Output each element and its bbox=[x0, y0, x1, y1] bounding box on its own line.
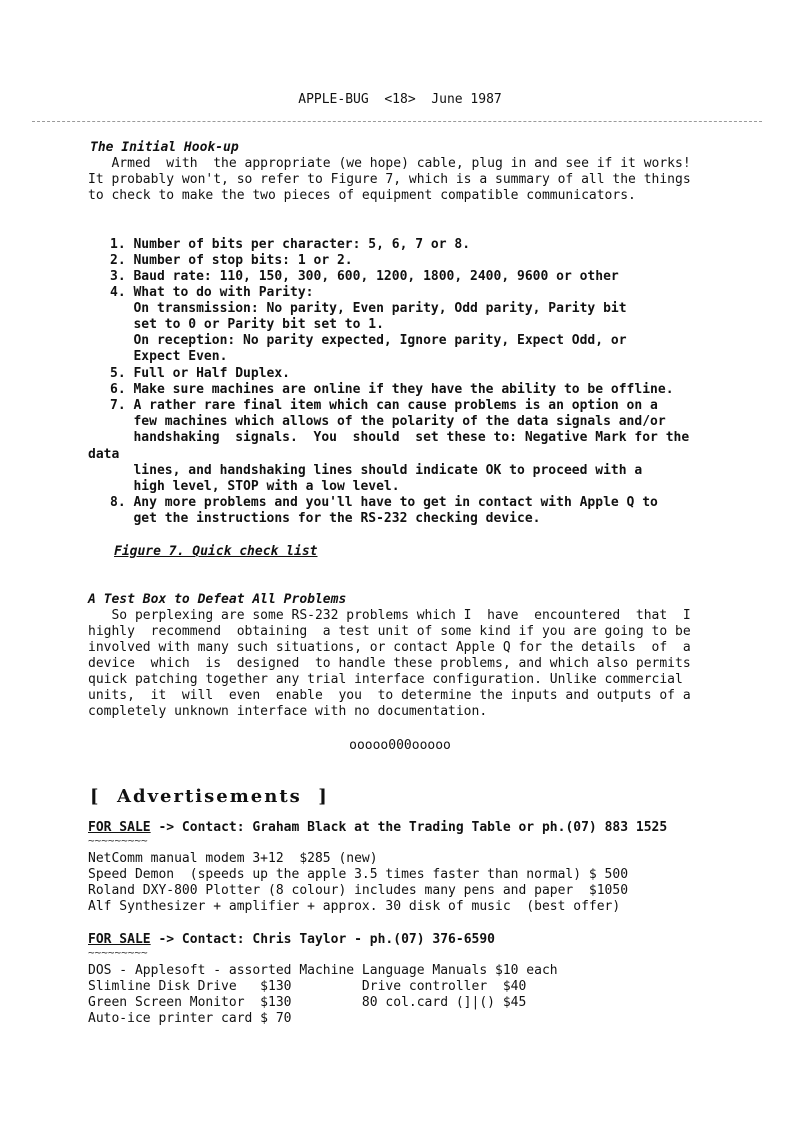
page-header: APPLE-BUG <18> June 1987 bbox=[298, 92, 502, 107]
ad-item: Roland DXY-800 Plotter (8 colour) includes many pens and paper $1050 bbox=[88, 883, 629, 898]
tilde-underline: ~~~~~~~~~ bbox=[88, 834, 148, 847]
para-line: completely unknown interface with no documentation. bbox=[88, 704, 488, 719]
para-line: device which is designed to handle these problems, and which also permits bbox=[88, 656, 691, 671]
checklist-item: lines, and handshaking lines should indicate OK to proceed with a bbox=[110, 463, 643, 478]
checklist-item: 7. A rather rare final item which can cause problems is an option on a bbox=[110, 398, 658, 413]
para-line: So perplexing are some RS-232 problems which I have encountered that I bbox=[88, 608, 691, 623]
para-line: It probably won't, so refer to Figure 7, which is a summary of all the things bbox=[88, 172, 691, 187]
checklist-item: 2. Number of stop bits: 1 or 2. bbox=[110, 253, 353, 268]
figure-caption: Figure 7. Quick check list bbox=[114, 544, 318, 559]
para-line: units, it will even enable you to determine the inputs and outputs of a bbox=[88, 688, 691, 703]
ad-item: NetComm manual modem 3+12 $285 (new) bbox=[88, 851, 378, 866]
checklist-item: On transmission: No parity, Even parity, Odd parity, Parity bit bbox=[110, 301, 627, 316]
para-line: involved with many such situations, or contact Apple Q for the details of a bbox=[88, 640, 691, 655]
ad-contact: -> Contact: Chris Taylor - ph.(07) 376-6590 bbox=[150, 932, 495, 947]
checklist-item: 6. Make sure machines are online if they have the ability to be offline. bbox=[110, 382, 674, 397]
advertisements-title: [ Advertisements ] bbox=[90, 786, 329, 807]
tilde-underline: ~~~~~~~~~ bbox=[88, 946, 148, 959]
checklist-item: get the instructions for the RS-232 checking device. bbox=[110, 511, 541, 526]
section-title-initial-hookup: The Initial Hook-up bbox=[90, 140, 239, 155]
para-line: Armed with the appropriate (we hope) cable, plug in and see if it works! bbox=[88, 156, 691, 171]
checklist-item: 5. Full or Half Duplex. bbox=[110, 366, 291, 381]
ad-item: Slimline Disk Drive $130 Drive controller $40 bbox=[88, 979, 527, 994]
ad-contact-line bbox=[88, 932, 495, 948]
checklist-item: 8. Any more problems and you'll have to get in contact with Apple Q to bbox=[110, 495, 658, 510]
ad-contact: -> Contact: Graham Black at the Trading Table or ph.(07) 883 1525 bbox=[150, 820, 668, 835]
ad-contact-line bbox=[88, 820, 667, 836]
ad-item: Green Screen Monitor $130 80 col.card (]|() $45 bbox=[88, 995, 527, 1010]
ad-item: DOS - Applesoft - assorted Machine Language Manuals $10 each bbox=[88, 963, 558, 978]
checklist-item: 3. Baud rate: 110, 150, 300, 600, 1200, 1800, 2400, 9600 or other bbox=[110, 269, 619, 284]
checklist-item: high level, STOP with a low level. bbox=[110, 479, 400, 494]
section-title-test-box: A Test Box to Defeat All Problems bbox=[88, 592, 347, 607]
checklist-item: On reception: No parity expected, Ignore parity, Expect Odd, or bbox=[110, 333, 627, 348]
for-sale-label: FOR SALE bbox=[88, 932, 151, 947]
section-separator: ooooo000ooooo bbox=[349, 738, 451, 753]
ad-item: Speed Demon (speeds up the apple 3.5 times faster than normal) $ 500 bbox=[88, 867, 629, 882]
for-sale-label: FOR SALE bbox=[88, 820, 151, 835]
checklist-item: data bbox=[88, 447, 120, 462]
checklist-item: handshaking signals. You should set these to: Negative Mark for the bbox=[110, 430, 690, 445]
checklist-item: set to 0 or Parity bit set to 1. bbox=[110, 317, 384, 332]
checklist-item: 4. What to do with Parity: bbox=[110, 285, 314, 300]
checklist-item: Expect Even. bbox=[110, 349, 228, 364]
ad-item: Alf Synthesizer + amplifier + approx. 30 disk of music (best offer) bbox=[88, 899, 621, 914]
para-line: to check to make the two pieces of equipment compatible communicators. bbox=[88, 188, 636, 203]
ad-item: Auto-ice printer card $ 70 bbox=[88, 1011, 292, 1026]
checklist-item: 1. Number of bits per character: 5, 6, 7 or 8. bbox=[110, 237, 471, 252]
header-rule bbox=[32, 121, 762, 122]
para-line: highly recommend obtaining a test unit of some kind if you are going to be bbox=[88, 624, 691, 639]
checklist-item: few machines which allows of the polarity of the data signals and/or bbox=[110, 414, 666, 429]
para-line: quick patching together any trial interface configuration. Unlike commercial bbox=[88, 672, 683, 687]
